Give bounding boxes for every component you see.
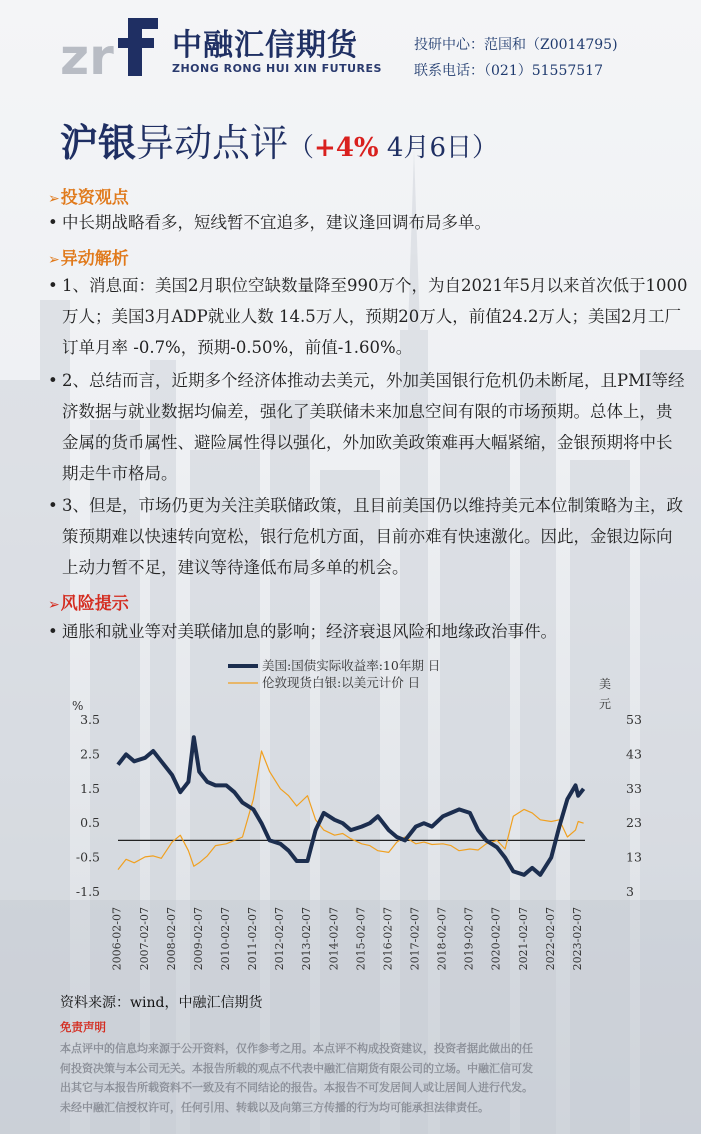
disclaimer-line: 出其它与本报告所载资料不一致及有不同结论的报告。本报告不可发居间人或让居间人进行代发。: [60, 1081, 533, 1094]
arrow-icon: ➢: [48, 191, 60, 207]
x-tick-label: 2015-02-07: [354, 907, 368, 971]
contact-researcher: 投研中心：范国和（Z0014795): [414, 37, 618, 53]
y-right-tick-label: 23: [626, 815, 642, 831]
section-head-analysis: [48, 244, 129, 269]
bullet-icon: •: [48, 496, 58, 515]
disclaimer-line: 未经中融汇信授权许可，任何引用、转载以及向第三方传播的行为均可能承担法律责任。: [60, 1100, 489, 1114]
series-line-silver: [118, 751, 584, 870]
x-tick-label: 2020-02-07: [489, 907, 503, 971]
disclaimer-line: 何投资决策与本公司无关。本报告所载的观点不代表中融汇信期货有限公司的立场。中融汇信可发: [60, 1061, 533, 1075]
logo-english-name: ZHONG RONG HUI XIN FUTURES: [172, 62, 382, 75]
x-tick-label: 2017-02-07: [408, 907, 422, 971]
x-tick-label: 2022-02-07: [543, 907, 557, 971]
logo-mark-icon: [60, 12, 168, 82]
analysis-text-3: 3、但是，市场仍更为关注美联储政策，且目前美国仍以维持美元本位制策略为主，政策预期难以快速转向宽松，银行危机方面，目前亦难有快速激化。因此，金银边际向上动力暂不足，建议等待逢低布局多单的机会。: [62, 496, 683, 577]
analysis-paragraph-3: [48, 490, 688, 583]
contact-info: [414, 32, 618, 84]
title-paren: （: [288, 133, 315, 163]
bullet-icon: •: [48, 622, 58, 641]
y-left-tick-label: 0.5: [80, 815, 100, 831]
y-left-unit: %: [72, 699, 84, 713]
page-title: [60, 112, 498, 167]
x-tick-label: 2009-02-07: [191, 907, 205, 971]
x-tick-label: 2013-02-07: [300, 907, 314, 971]
svg-text:zr: zr: [60, 28, 114, 82]
data-source: 资料来源：wind，中融汇信期货: [60, 995, 263, 1011]
y-right-tick-label: 3: [626, 884, 634, 899]
x-tick-label: 2008-02-07: [164, 907, 178, 971]
company-logo: [60, 12, 380, 82]
disclaimer-heading: 免责声明: [60, 1020, 106, 1034]
logo-chinese-name: 中融汇信期货: [172, 28, 358, 63]
risk-paragraph: [48, 616, 688, 647]
y-left-tick-label: 3.5: [80, 712, 100, 727]
x-tick-label: 2007-02-07: [137, 907, 151, 971]
x-tick-label: 2014-02-07: [327, 907, 341, 971]
y-right-tick-label: 33: [626, 780, 642, 796]
y-right-tick-label: 13: [626, 849, 642, 865]
y-right-unit-2: 元: [599, 697, 612, 711]
risk-text: 通胀和就业等对美联储加息的影响；经济衰退风险和地缘政治事件。: [62, 622, 557, 641]
title-change: +4%: [314, 133, 379, 163]
y-right-unit-1: 美: [599, 677, 612, 691]
view-paragraph: [48, 207, 688, 238]
x-tick-label: 2021-02-07: [516, 907, 530, 971]
disclaimer-text: [60, 1039, 660, 1117]
x-tick-label: 2006-02-07: [110, 907, 124, 971]
x-tick-label: 2010-02-07: [218, 907, 232, 971]
section-head-risk: [48, 589, 129, 614]
legend-label-yield: 美国:国债实际收益率:10年期 日: [262, 658, 441, 673]
yield-silver-chart: [60, 652, 650, 987]
analysis-paragraph-2: [48, 365, 688, 489]
y-left-tick-label: -1.5: [75, 884, 100, 899]
bullet-icon: •: [48, 213, 58, 232]
analysis-text-1: 1、消息面：美国2月职位空缺数量降至990万个，为自2021年5月以来首次低于1000万人；美国3月ADP就业人数 14.5万人，预期20万人，前值24.2万人；美国2月工厂订单月率 -0.7%，预期-0.50%，前值-1.60%。: [62, 276, 688, 357]
y-right-tick-label: 43: [626, 746, 642, 762]
title-date: 4月6日）: [378, 133, 498, 163]
x-tick-label: 2016-02-07: [381, 907, 395, 971]
x-tick-label: 2019-02-07: [462, 907, 476, 971]
series-line-yield: [118, 737, 584, 875]
x-tick-label: 2023-02-07: [570, 907, 584, 971]
view-text: 中长期战略看多，短线暂不宜追多，建议逢回调布局多单。: [62, 213, 491, 232]
x-tick-label: 2018-02-07: [435, 907, 449, 971]
legend-label-silver: 伦敦现货白银:以美元计价 日: [262, 675, 421, 690]
analysis-paragraph-1: [48, 270, 688, 363]
x-tick-label: 2011-02-07: [246, 907, 260, 971]
y-left-tick-label: 1.5: [80, 780, 100, 796]
section-head-analysis-label: 异动解析: [60, 249, 129, 269]
bullet-icon: •: [48, 371, 58, 390]
section-head-view-label: 投资观点: [60, 188, 129, 208]
arrow-icon: ➢: [48, 597, 60, 613]
section-head-view: [48, 183, 129, 208]
disclaimer-line: 本点评中的信息均来源于公开资料，仅作参考之用。本点评不构成投资建议，投资者据此做出的任: [60, 1042, 533, 1055]
arrow-icon: ➢: [48, 252, 60, 268]
title-kind: 异动点评: [136, 121, 289, 165]
y-right-tick-label: 53: [626, 712, 642, 727]
title-product: 沪银: [60, 120, 137, 165]
section-head-risk-label: 风险提示: [60, 594, 129, 614]
analysis-text-2: 2、总结而言，近期多个经济体推动去美元，外加美国银行危机仍未断尾，且PMI等经济数据与就业数据均偏差，强化了美联储未来加息空间有限的市场预期。总体上，贵金属的货币属性、避险属性得以强化，外加欧美政策难再大幅紧缩，金银预期将中长期走牛市格局。: [62, 371, 685, 483]
y-left-tick-label: 2.5: [80, 746, 100, 762]
x-tick-label: 2012-02-07: [273, 907, 287, 971]
bullet-icon: •: [48, 276, 58, 295]
y-left-tick-label: -0.5: [75, 849, 100, 865]
contact-phone: 联系电话：（021）51557517: [414, 63, 603, 79]
